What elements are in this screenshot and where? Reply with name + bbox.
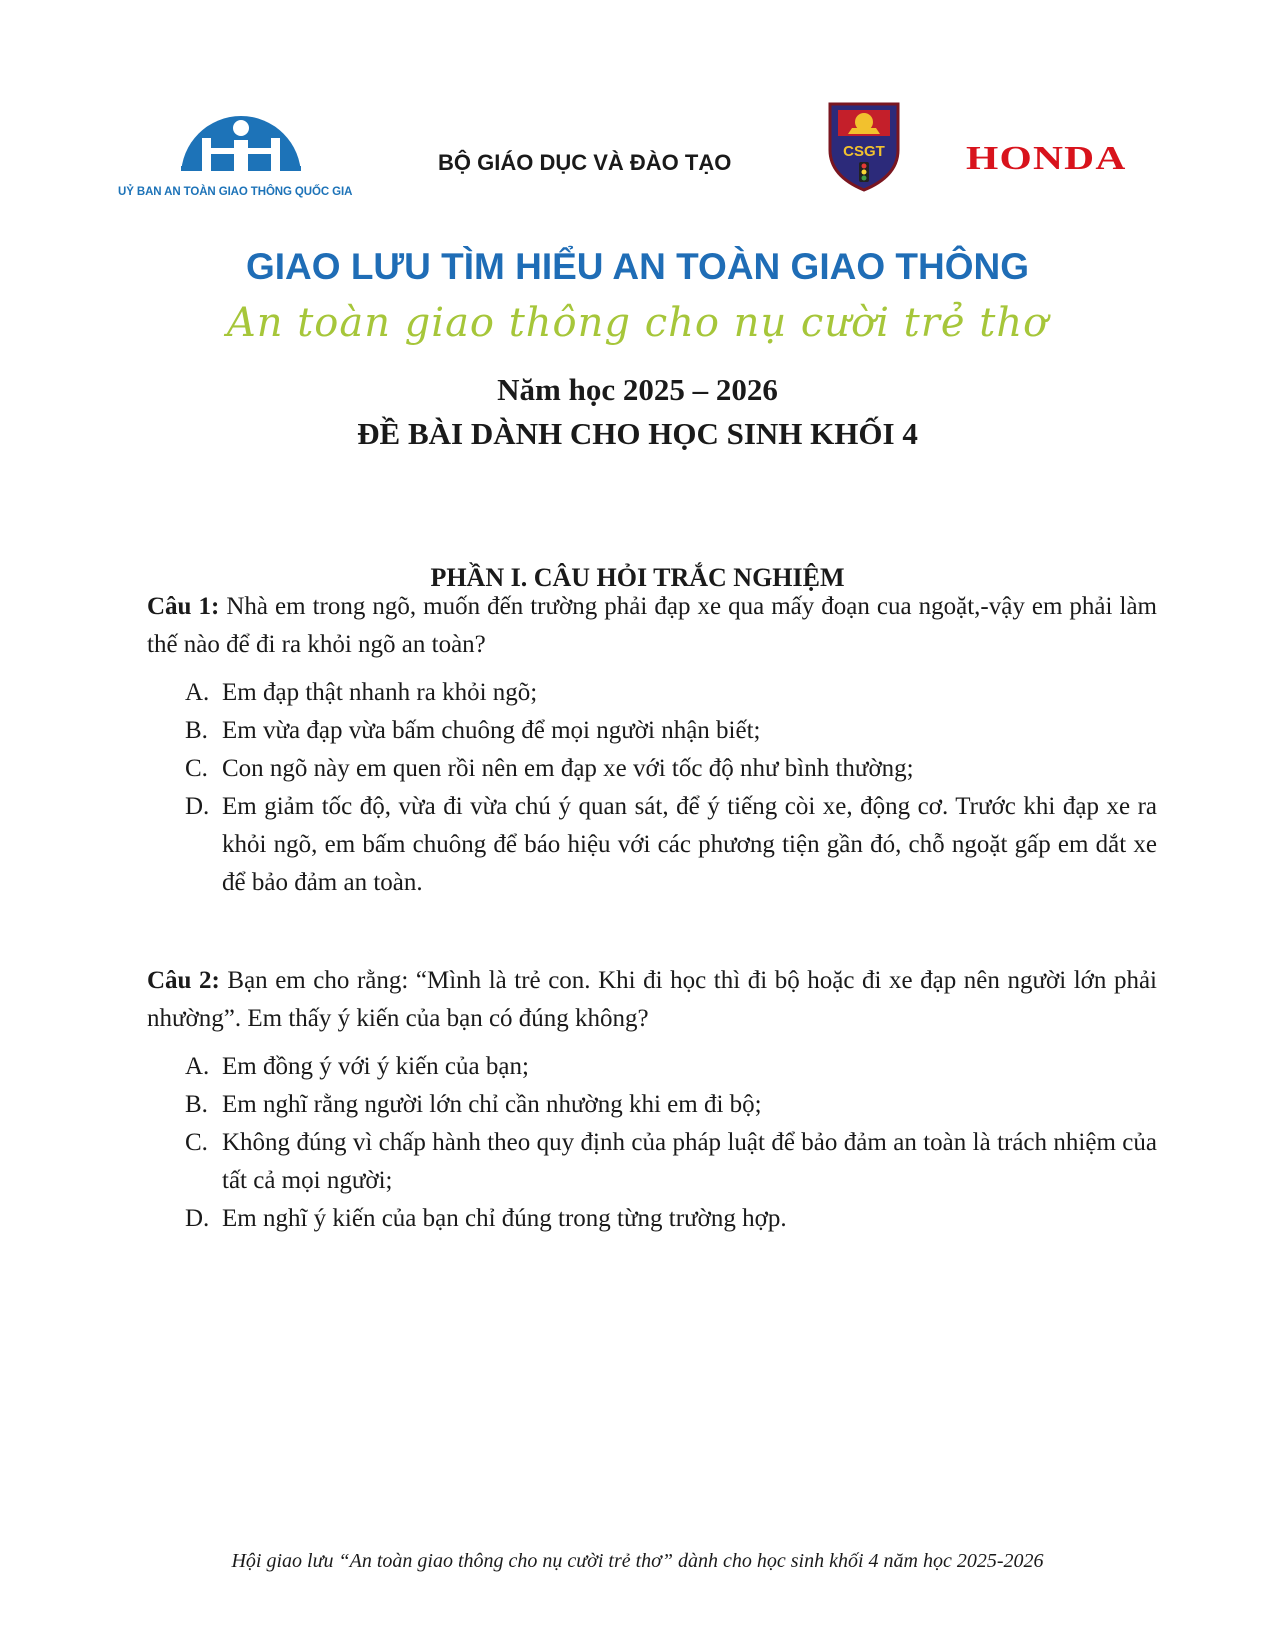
question-2 xyxy=(147,962,1157,1038)
badge-text: CSGT xyxy=(843,143,885,160)
option-text: Em giảm tốc độ, vừa đi vừa chú ý quan sát, để ý tiếng còi xe, động cơ. Trước khi đạp xe ra khỏi ngõ, em bấm chuông để báo hiệu với các phương tiện gần đó, chỗ ngoặt gấp em dắt xe để bảo đảm an toàn. xyxy=(222,793,1157,896)
ministry-name: BỘ GIÁO DỤC VÀ ĐÀO TẠO xyxy=(438,150,732,175)
option-text: Em nghĩ ý kiến của bạn chỉ đúng trong từng trường hợp. xyxy=(222,1205,787,1232)
option-letter: A. xyxy=(185,679,210,706)
slogan: An toàn giao thông cho nụ cười trẻ thơ xyxy=(226,300,1049,346)
option-letter: D. xyxy=(185,1205,210,1232)
exam-subject: ĐỀ BÀI DÀNH CHO HỌC SINH KHỐI 4 xyxy=(357,416,918,451)
question-1 xyxy=(147,588,1157,664)
option-b xyxy=(185,1086,1157,1124)
option-letter: C. xyxy=(185,755,208,782)
option-d xyxy=(185,788,1157,902)
option-a xyxy=(185,1048,1157,1086)
option-a xyxy=(185,674,1157,712)
option-c xyxy=(185,1124,1157,1200)
option-text: Em nghĩ rằng người lớn chỉ cần nhường khi em đi bộ; xyxy=(222,1091,762,1118)
option-letter: D. xyxy=(185,793,210,820)
option-b xyxy=(185,712,1157,750)
traffic-police-shield-icon xyxy=(826,100,902,192)
option-letter: C. xyxy=(185,1129,208,1156)
school-year: Năm học 2025 – 2026 xyxy=(497,372,778,407)
question-text: Nhà em trong ngõ, muốn đến trường phải đạp xe qua mấy đoạn cua ngoặt,-vậy em phải làm thế nào để đi ra khỏi ngõ an toàn? xyxy=(147,593,1157,658)
question-label: Câu 1: xyxy=(147,593,220,620)
option-text: Không đúng vì chấp hành theo quy định của pháp luật để bảo đảm an toàn là trách nhiệm của tất cả mọi người; xyxy=(222,1129,1157,1194)
page-footer: Hội giao lưu “An toàn giao thông cho nụ cười trẻ thơ” dành cho học sinh khối 4 năm học 2025-2026 xyxy=(231,1550,1044,1572)
option-c xyxy=(185,750,1157,788)
traffic-police-badge xyxy=(826,100,902,197)
traffic-safety-emblem-icon xyxy=(178,110,304,180)
question-text: Bạn em cho rằng: “Mình là trẻ con. Khi đi học thì đi bộ hoặc đi xe đạp nên người lớn phải nhường”. Em thấy ý kiến của bạn có đúng không? xyxy=(147,967,1157,1032)
committee-caption: UỶ BAN AN TOÀN GIAO THÔNG QUỐC GIA xyxy=(118,186,353,198)
traffic-safety-committee-logo xyxy=(118,110,368,200)
option-text: Em đạp thật nhanh ra khỏi ngõ; xyxy=(222,679,538,706)
option-text: Em đồng ý với ý kiến của bạn; xyxy=(222,1053,529,1080)
option-d xyxy=(185,1200,1157,1238)
option-text: Con ngõ này em quen rồi nên em đạp xe với tốc độ như bình thường; xyxy=(222,755,914,782)
question-2-options xyxy=(185,1048,1157,1238)
section-heading: PHẦN I. CÂU HỎI TRẮC NGHIỆM xyxy=(430,563,845,592)
question-1-options xyxy=(185,674,1157,902)
honda-logo: HONDA xyxy=(966,140,1127,177)
option-letter: B. xyxy=(185,717,208,744)
option-text: Em vừa đạp vừa bấm chuông để mọi người nhận biết; xyxy=(222,717,761,744)
option-letter: B. xyxy=(185,1091,208,1118)
question-label: Câu 2: xyxy=(147,967,220,994)
option-letter: A. xyxy=(185,1053,210,1080)
main-title: GIAO LƯU TÌM HIỂU AN TOÀN GIAO THÔNG xyxy=(245,246,1030,287)
